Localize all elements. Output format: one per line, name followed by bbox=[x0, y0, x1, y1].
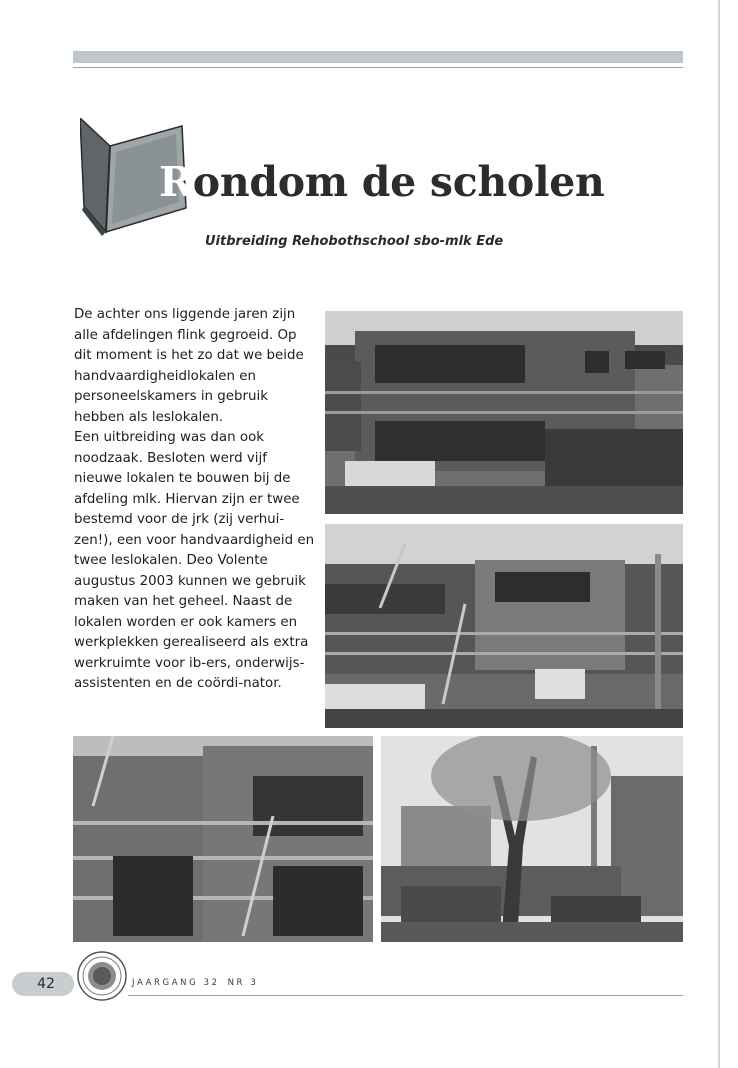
footer-issue: NR 3 bbox=[227, 978, 259, 988]
photo-building-scaffolding bbox=[325, 311, 683, 514]
photo-facade-scaffolding bbox=[73, 736, 373, 942]
article-body bbox=[74, 305, 316, 695]
page-number: 42 bbox=[37, 976, 55, 992]
header-band bbox=[73, 51, 683, 63]
header-rule bbox=[73, 67, 683, 68]
title-dropcap: R bbox=[159, 158, 193, 206]
page-title bbox=[159, 152, 605, 212]
title-text: ondom de scholen bbox=[192, 158, 605, 206]
article-paragraph-1: De achter ons liggende jaren zijn alle afdelingen flink gegroeid. Op dit moment is het zo dat we beide handvaardigheidlokalen en personeelskamers in gebruik hebben als leslokalen. bbox=[74, 307, 304, 425]
footer-issue-info bbox=[132, 977, 266, 989]
article-paragraph-2: Een uitbreiding was dan ook noodzaak. Besloten werd vijf nieuwe lokalen te bouwen bij de afdeling mlk. Hiervan zijn er twee bestemd voor de jrk (zij verhui-zen!), een voor handvaardigheid en twee leslokalen. Deo Volente augustus 2003 kunnen we gebruik maken van het geheel. Naast de lokalen worden er ook kamers en werkplekken gerealiseerd als extra werkruimte voor ib-ers, onderwijs-assistenten en de coördi-nator. bbox=[74, 430, 315, 691]
page-edge bbox=[718, 0, 720, 1068]
photo-tree-parked-cars bbox=[381, 736, 683, 942]
footer-rule bbox=[128, 995, 683, 996]
photo-construction-ladders bbox=[325, 524, 683, 728]
school-emblem-icon bbox=[76, 950, 128, 1002]
article-subtitle: Uitbreiding Rehobothschool sbo-mlk Ede bbox=[205, 234, 504, 249]
footer-volume: JAARGANG 32 bbox=[132, 978, 220, 988]
